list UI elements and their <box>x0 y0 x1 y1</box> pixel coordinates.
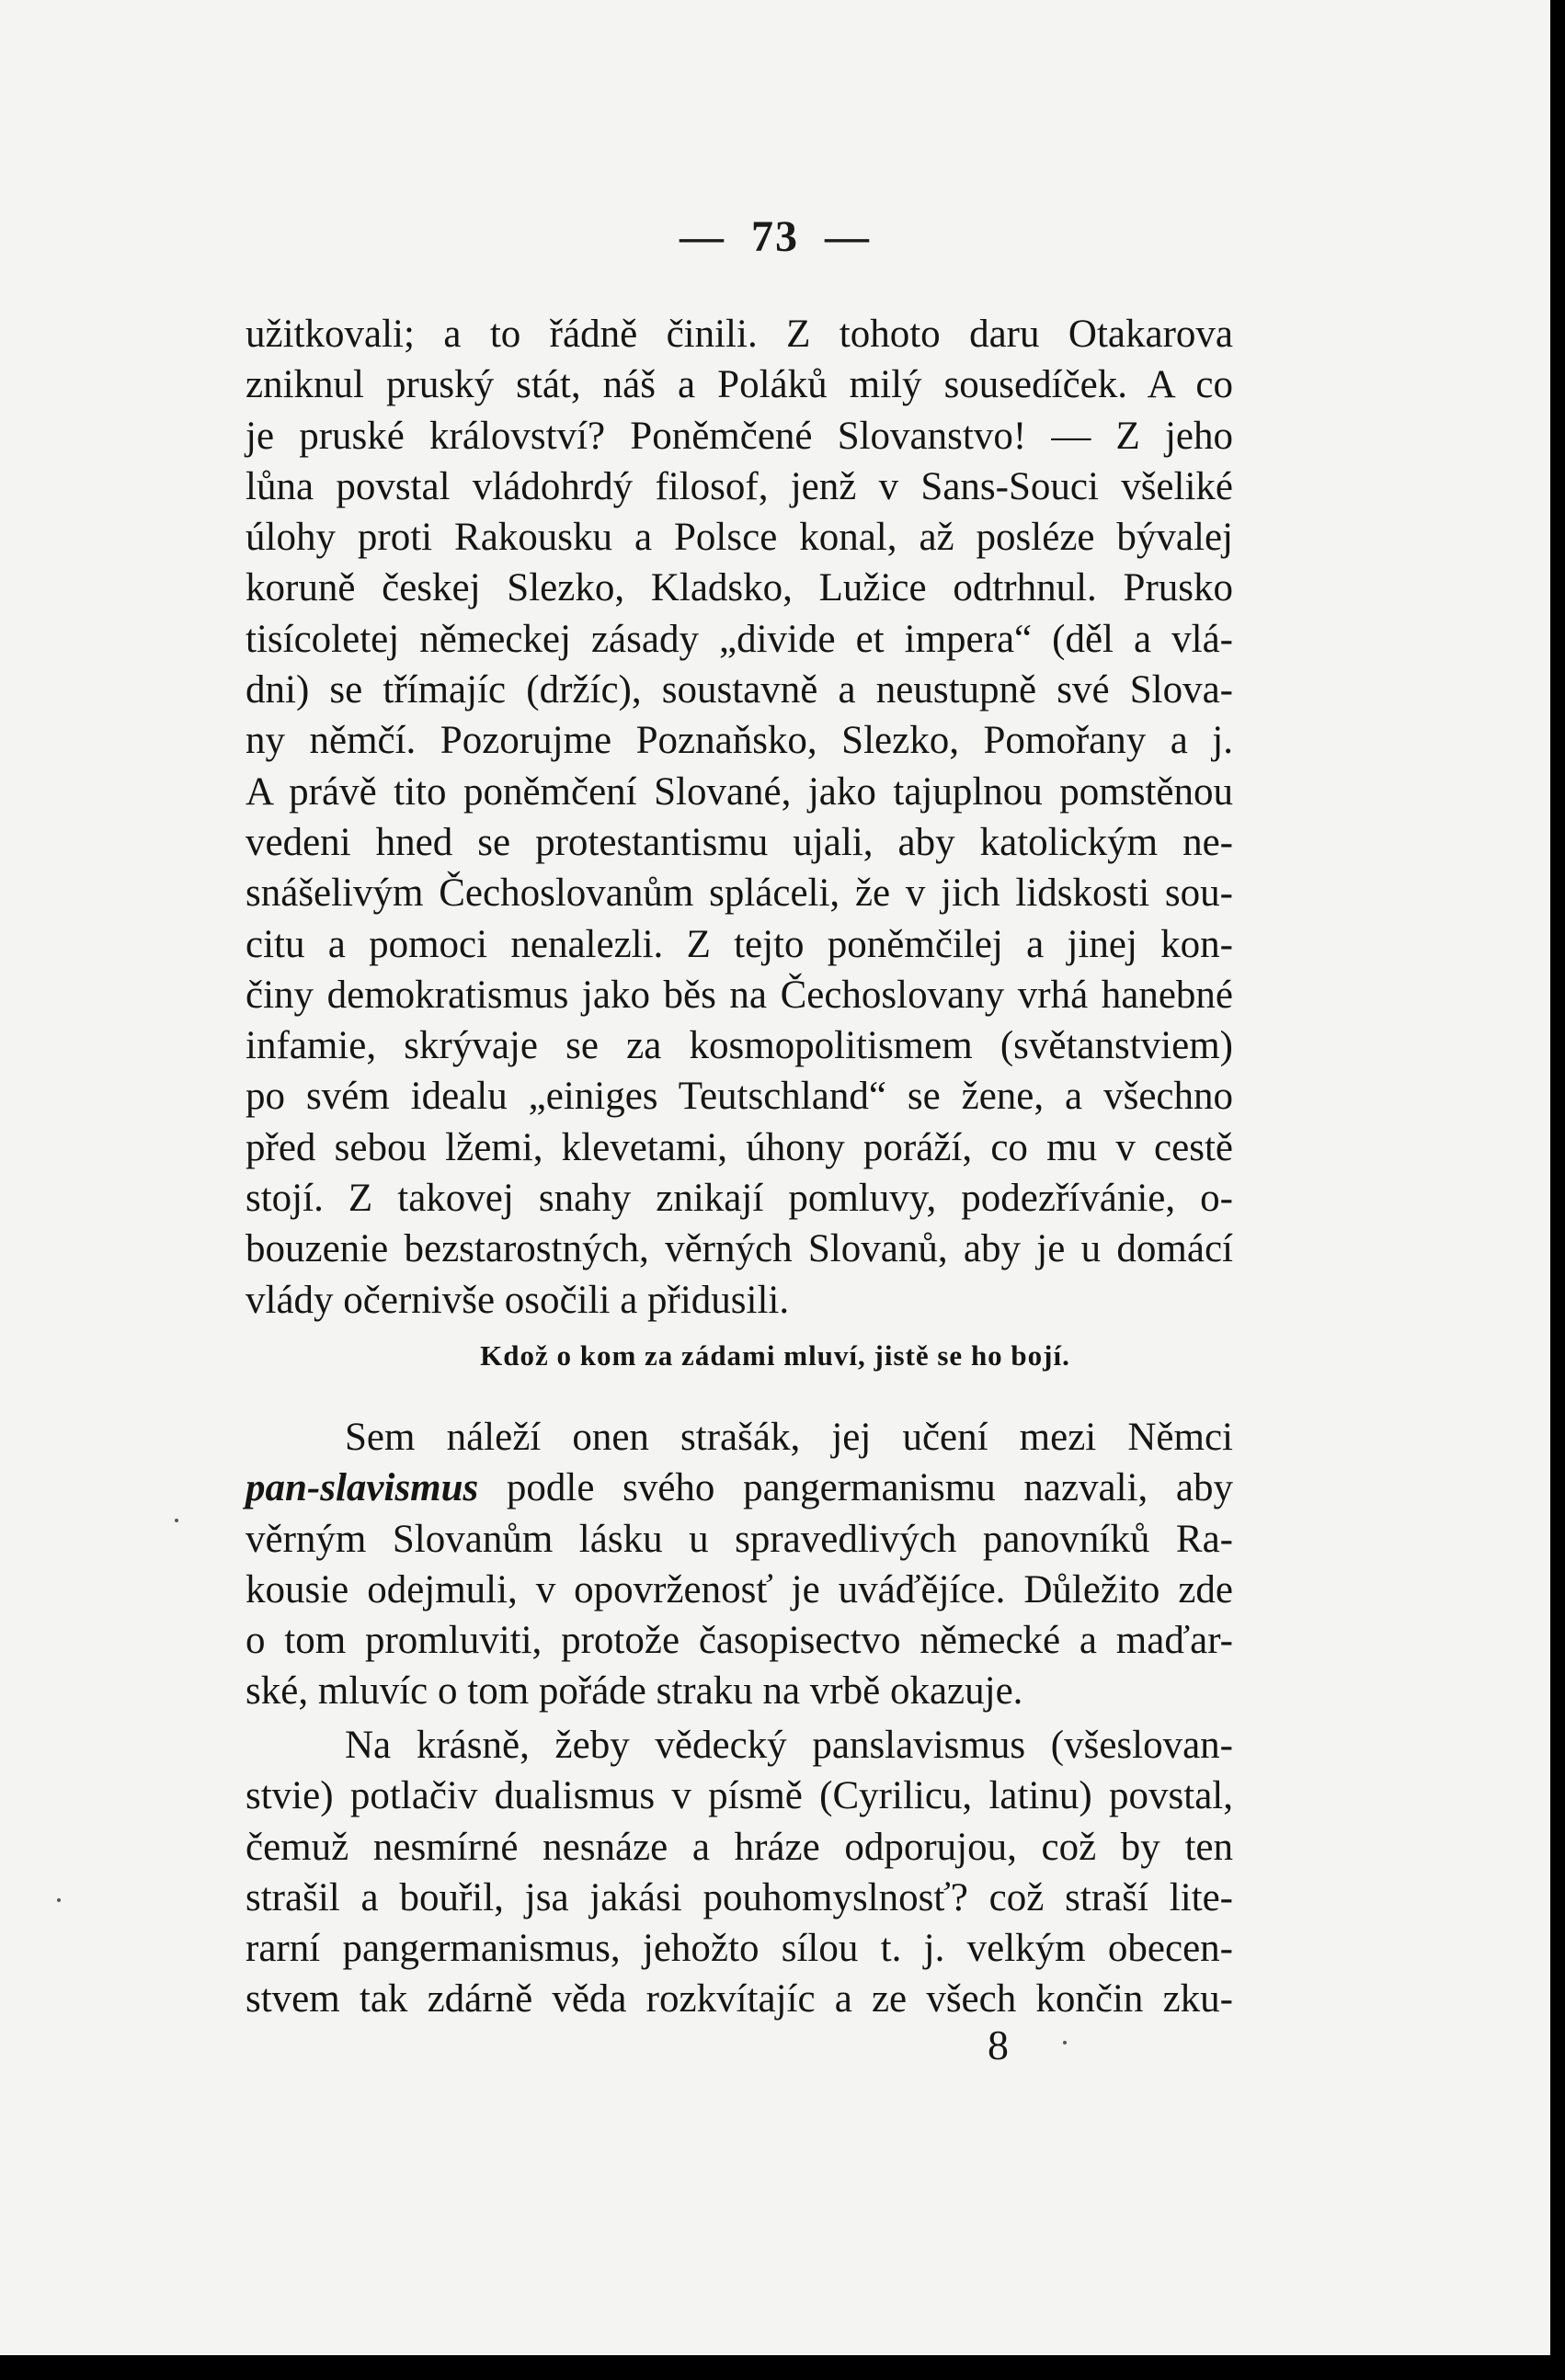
text-line: Na krásně, žeby vědecký panslavismus (všeslovan- <box>345 1724 1233 1767</box>
text-line: bouzenie bezstarostných, věrných Slovanů, aby je u domácí <box>246 1227 1233 1271</box>
text-line: vlády očernivše osočili a přidusili. <box>246 1278 790 1322</box>
header-dash-left: — <box>680 212 725 261</box>
page-header <box>0 211 1550 262</box>
paragraph-2 <box>246 1412 1233 1717</box>
text-line: kousie odejmuli, v opovrženosť je uváďějíce. Důležito zde <box>246 1567 1233 1611</box>
paragraph-1 <box>246 309 1233 1326</box>
scan-border-right <box>1550 0 1565 2380</box>
text-line: úlohy proti Rakousku a Polsce konal, až posléze bývalej <box>246 516 1233 560</box>
text-line: snášelivým Čechoslovanům spláceli, že v jich lidskosti sou- <box>246 871 1233 916</box>
term-pan-slavismus: pan-slavismus <box>246 1466 479 1510</box>
text-fragment: podle svého pangermanismu nazvali, aby <box>478 1466 1233 1510</box>
speck-mark <box>57 1898 61 1902</box>
text-line: zniknul pruský stát, náš a Poláků milý sousedíček. A co <box>246 363 1233 407</box>
text-line: dni) se třímajíc (držíc), soustavně a neustupně své Slova- <box>246 668 1233 712</box>
speck-mark <box>175 1519 178 1522</box>
page-number: 73 <box>751 212 799 261</box>
header-dash-right: — <box>825 212 871 261</box>
text-line: citu a pomoci nenalezli. Z tejto poněmčilej a jinej kon- <box>246 922 1233 966</box>
signature-mark: 8 <box>988 2021 1009 2068</box>
text-line: o tom promluviti, protože časopisectvo německé a maďar- <box>246 1619 1233 1663</box>
text-line: užitkovali; a to řádně činili. Z tohoto daru Otakarova <box>246 313 1233 356</box>
text-line: strašil a bouřil, jsa jakási pouhomyslnosť? což straší lite- <box>246 1875 1233 1919</box>
text-line: činy demokratismus jako běs na Čechoslovany vrhá hanebné <box>246 973 1233 1017</box>
text-line: stojí. Z takovej snahy znikají pomluvy, podezřívánie, o- <box>246 1177 1233 1221</box>
text-line: infamie, skrývaje se za kosmopolitismem (světanstviem) <box>246 1024 1233 1068</box>
text-line: před sebou lžemi, klevetami, úhony poráží, co mu v cestě <box>246 1125 1233 1169</box>
text-line: rarní pangermanismus, jehožto sílou t. j. velkým obecen- <box>246 1927 1233 1971</box>
text-line: ny němčí. Pozorujme Poznaňsko, Slezko, Pomořany a j. <box>246 719 1233 763</box>
section-heading: Kdož o kom za zádami mluví, jistě se ho bojí. <box>480 1339 1070 1372</box>
text-line: je pruské království? Poněmčené Slovanstvo! — Z jeho <box>246 414 1233 458</box>
text-line: koruně českej Slezko, Kladsko, Lužice odtrhnul. Prusko <box>246 566 1233 610</box>
text-line: věrným Slovanům lásku u spravedlivých panovníků Ra- <box>246 1517 1233 1561</box>
text-line: po svém idealu „einiges Teutschland“ se žene, a všechno <box>246 1075 1233 1119</box>
scan-border-bottom <box>0 2355 1565 2380</box>
paragraph-3 <box>246 1720 1233 2025</box>
text-line: A právě tito poněmčení Slované, jako tajuplnou pomstěnou <box>246 769 1233 814</box>
text-line: stvie) potlačiv dualismus v písmě (Cyrilicu, latinu) povstal, <box>246 1774 1233 1818</box>
text-line: lůna povstal vládohrdý filosof, jenž v Sans-Souci všeliké <box>246 464 1233 508</box>
text-line <box>246 1463 1233 1513</box>
text-line: stvem tak zdárně věda rozkvítajíc a ze všech končin zku- <box>246 1977 1233 2021</box>
text-line: vedeni hned se protestantismu ujali, aby katolickým ne- <box>246 820 1233 864</box>
text-line: tisícoletej německej zásady „divide et impera“ (děl a vlá- <box>246 617 1233 661</box>
text-line: Sem náleží onen strašák, jej učení mezi Němci <box>345 1416 1233 1459</box>
text-line: čemuž nesmírné nesnáze a hráze odporujou, což by ten <box>246 1825 1233 1869</box>
text-line: ské, mluvíc o tom pořáde straku na vrbě okazuje. <box>246 1669 1023 1714</box>
speck-mark <box>1063 2041 1067 2044</box>
